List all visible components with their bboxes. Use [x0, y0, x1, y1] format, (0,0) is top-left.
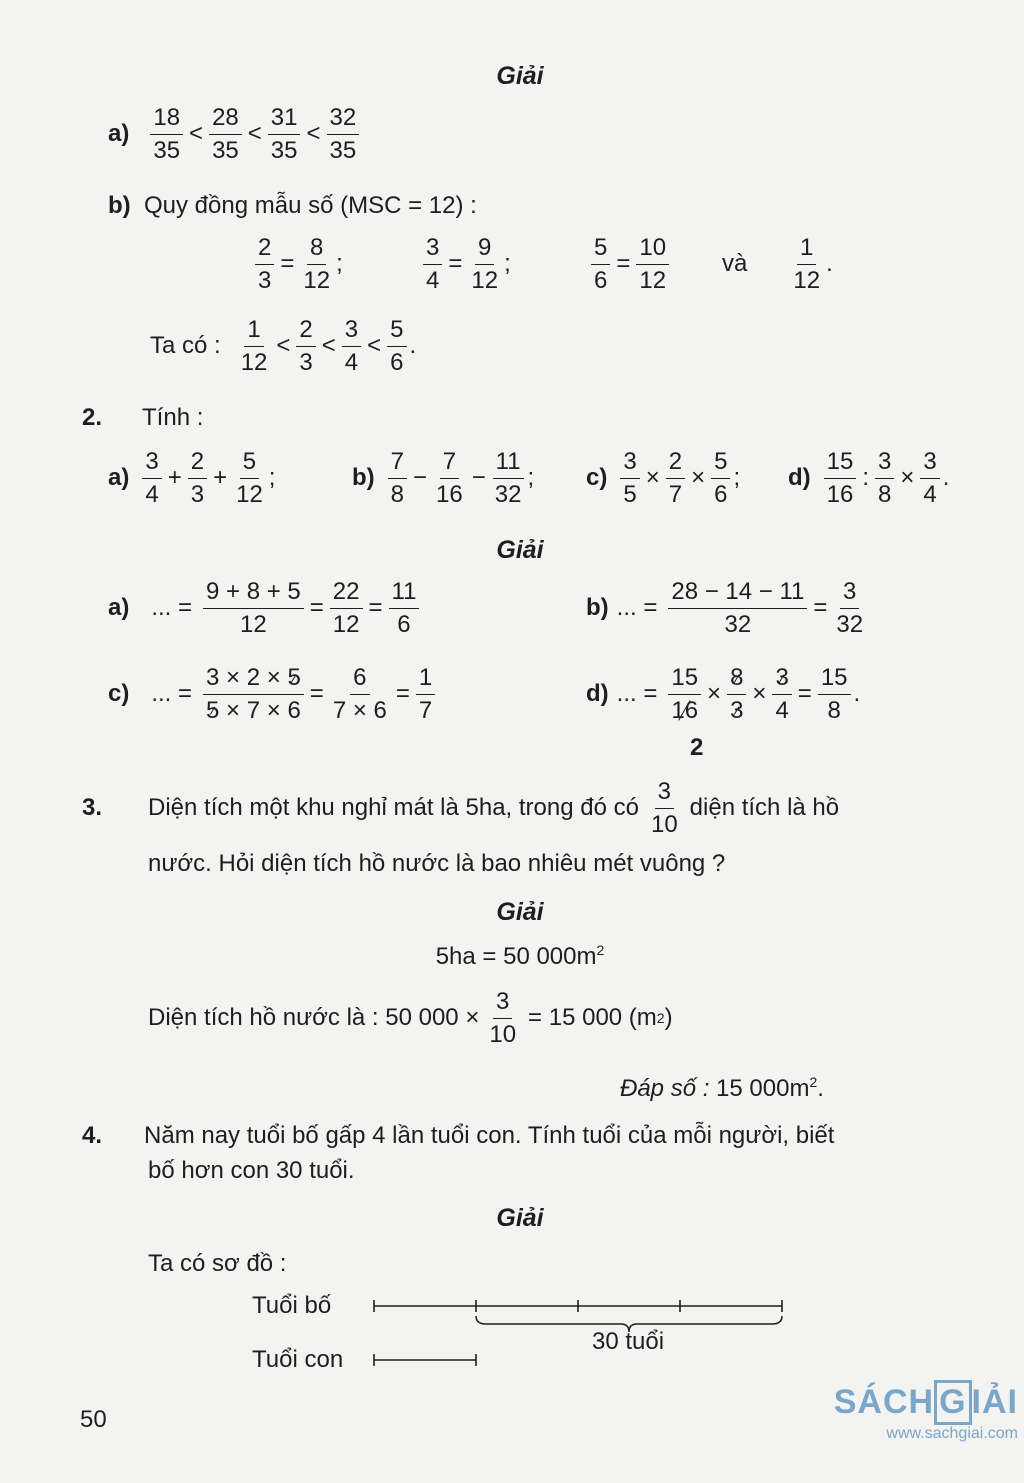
problem-2b: b) 7 8 − $\frac{7}{16}$ − $\frac{11}{32}$ ; — [352, 448, 535, 508]
problem-2a: a) 3 4 + $\frac{2}{3}$ + $\frac{5}{12}$ ; — [108, 448, 276, 508]
conversion-1: $\frac{2}{3}$ = $\frac{8}{12}$ ; — [252, 234, 343, 294]
conversion-last: và 1 12 . — [722, 234, 833, 294]
part3-question: nước. Hỏi diện tích hồ nước là bao nhiêu mét vuông ? — [148, 850, 726, 877]
solution-2c: c) ... = $\frac{3 \times 2 \times 5}{5 \times 7 \times 6}$ = $\frac{6}{7 \times 6}$ = $\frac{1}{7}$ — [108, 664, 438, 724]
age-diagram — [360, 1290, 800, 1380]
part1-b-intro: b) Quy đồng mẫu số (MSC = 12) : — [108, 192, 477, 219]
part4-text-2: bố hơn con 30 tuổi. — [148, 1157, 355, 1184]
fraction: 31 35 — [268, 104, 301, 164]
part3-solution: Diện tích hồ nước là : 50 000 × 3 10 = 15 000 (m 2 ) — [148, 988, 673, 1048]
solution-heading-2: Giải — [496, 536, 544, 564]
solution-2a: a) ... = $\frac{9 + 8 + 5}{12}$ = $\frac{22}{12}$ = $\frac{11}{6}$ — [108, 578, 422, 638]
sachgiai-logo: SÁCH G IẢI www.sachgiai.com — [834, 1380, 1018, 1443]
part3-answer: Đáp số : 15 $000m^2$. — [620, 1074, 824, 1102]
fraction: 32 35 — [327, 104, 360, 164]
solution-heading: Giải — [496, 62, 544, 90]
solution-heading-3: Giải — [496, 898, 544, 926]
difference-label: 30 tuổi — [592, 1328, 665, 1355]
part1-a: a) 18 35 < 28 35 < 31 35 < 32 35 — [108, 104, 362, 164]
father-segment — [374, 1300, 782, 1312]
solution-2b: b) ... = $\frac{28 - 14 - 11}{32}$ = $\frac{3}{32}$ — [586, 578, 864, 638]
solution-heading-4: Giải — [496, 1204, 544, 1232]
unit-conversion: 5ha = 50 $000m^2$ — [435, 942, 605, 970]
part3-text: 3. Diện tích một khu nghỉ mát là 5ha, trong đó có 3 10 diện tích là hồ — [82, 778, 840, 838]
son-label: Tuổi con — [252, 1346, 344, 1373]
father-label: Tuổi bố — [252, 1292, 332, 1319]
problem-2d: d) 15 16 : $\frac{3}{8}$ × $\frac{3}{4}$ . — [788, 448, 950, 508]
solution-2d: d) ... = $\frac{15}{16}$ × $\frac{8}{3}$ × $\frac{3}{4}$ = $\frac{15}{8}$ . — [586, 664, 861, 724]
diagram-intro: Ta có sơ đồ : — [148, 1250, 287, 1277]
problem-2c: c) $\frac{3}{5}$ × $\frac{2}{7}$ × $\frac{5}{6}$ ; — [586, 448, 741, 508]
page-number: 50 — [80, 1406, 107, 1433]
part4-text: 4. Năm nay tuổi bố gấp 4 lần tuổi con. Tính tuổi của mỗi người, biết — [82, 1122, 835, 1149]
fraction: 28 35 — [209, 104, 242, 164]
fraction: 18 35 — [150, 104, 183, 164]
conversion-2: $\frac{3}{4}$ = $\frac{9}{12}$ ; — [420, 234, 511, 294]
conversion-3: $\frac{5}{6}$ = $\frac{10}{12}$ — [588, 234, 672, 294]
part1-b-order: Ta có : 1 12 < 2 3 < 3 4 < 5 6 . — [150, 316, 417, 376]
son-segment — [374, 1354, 476, 1366]
cancel-remainder: 2 — [690, 734, 704, 761]
part2-title: 2. Tính : — [82, 404, 204, 431]
label-a: a) — [108, 120, 130, 148]
